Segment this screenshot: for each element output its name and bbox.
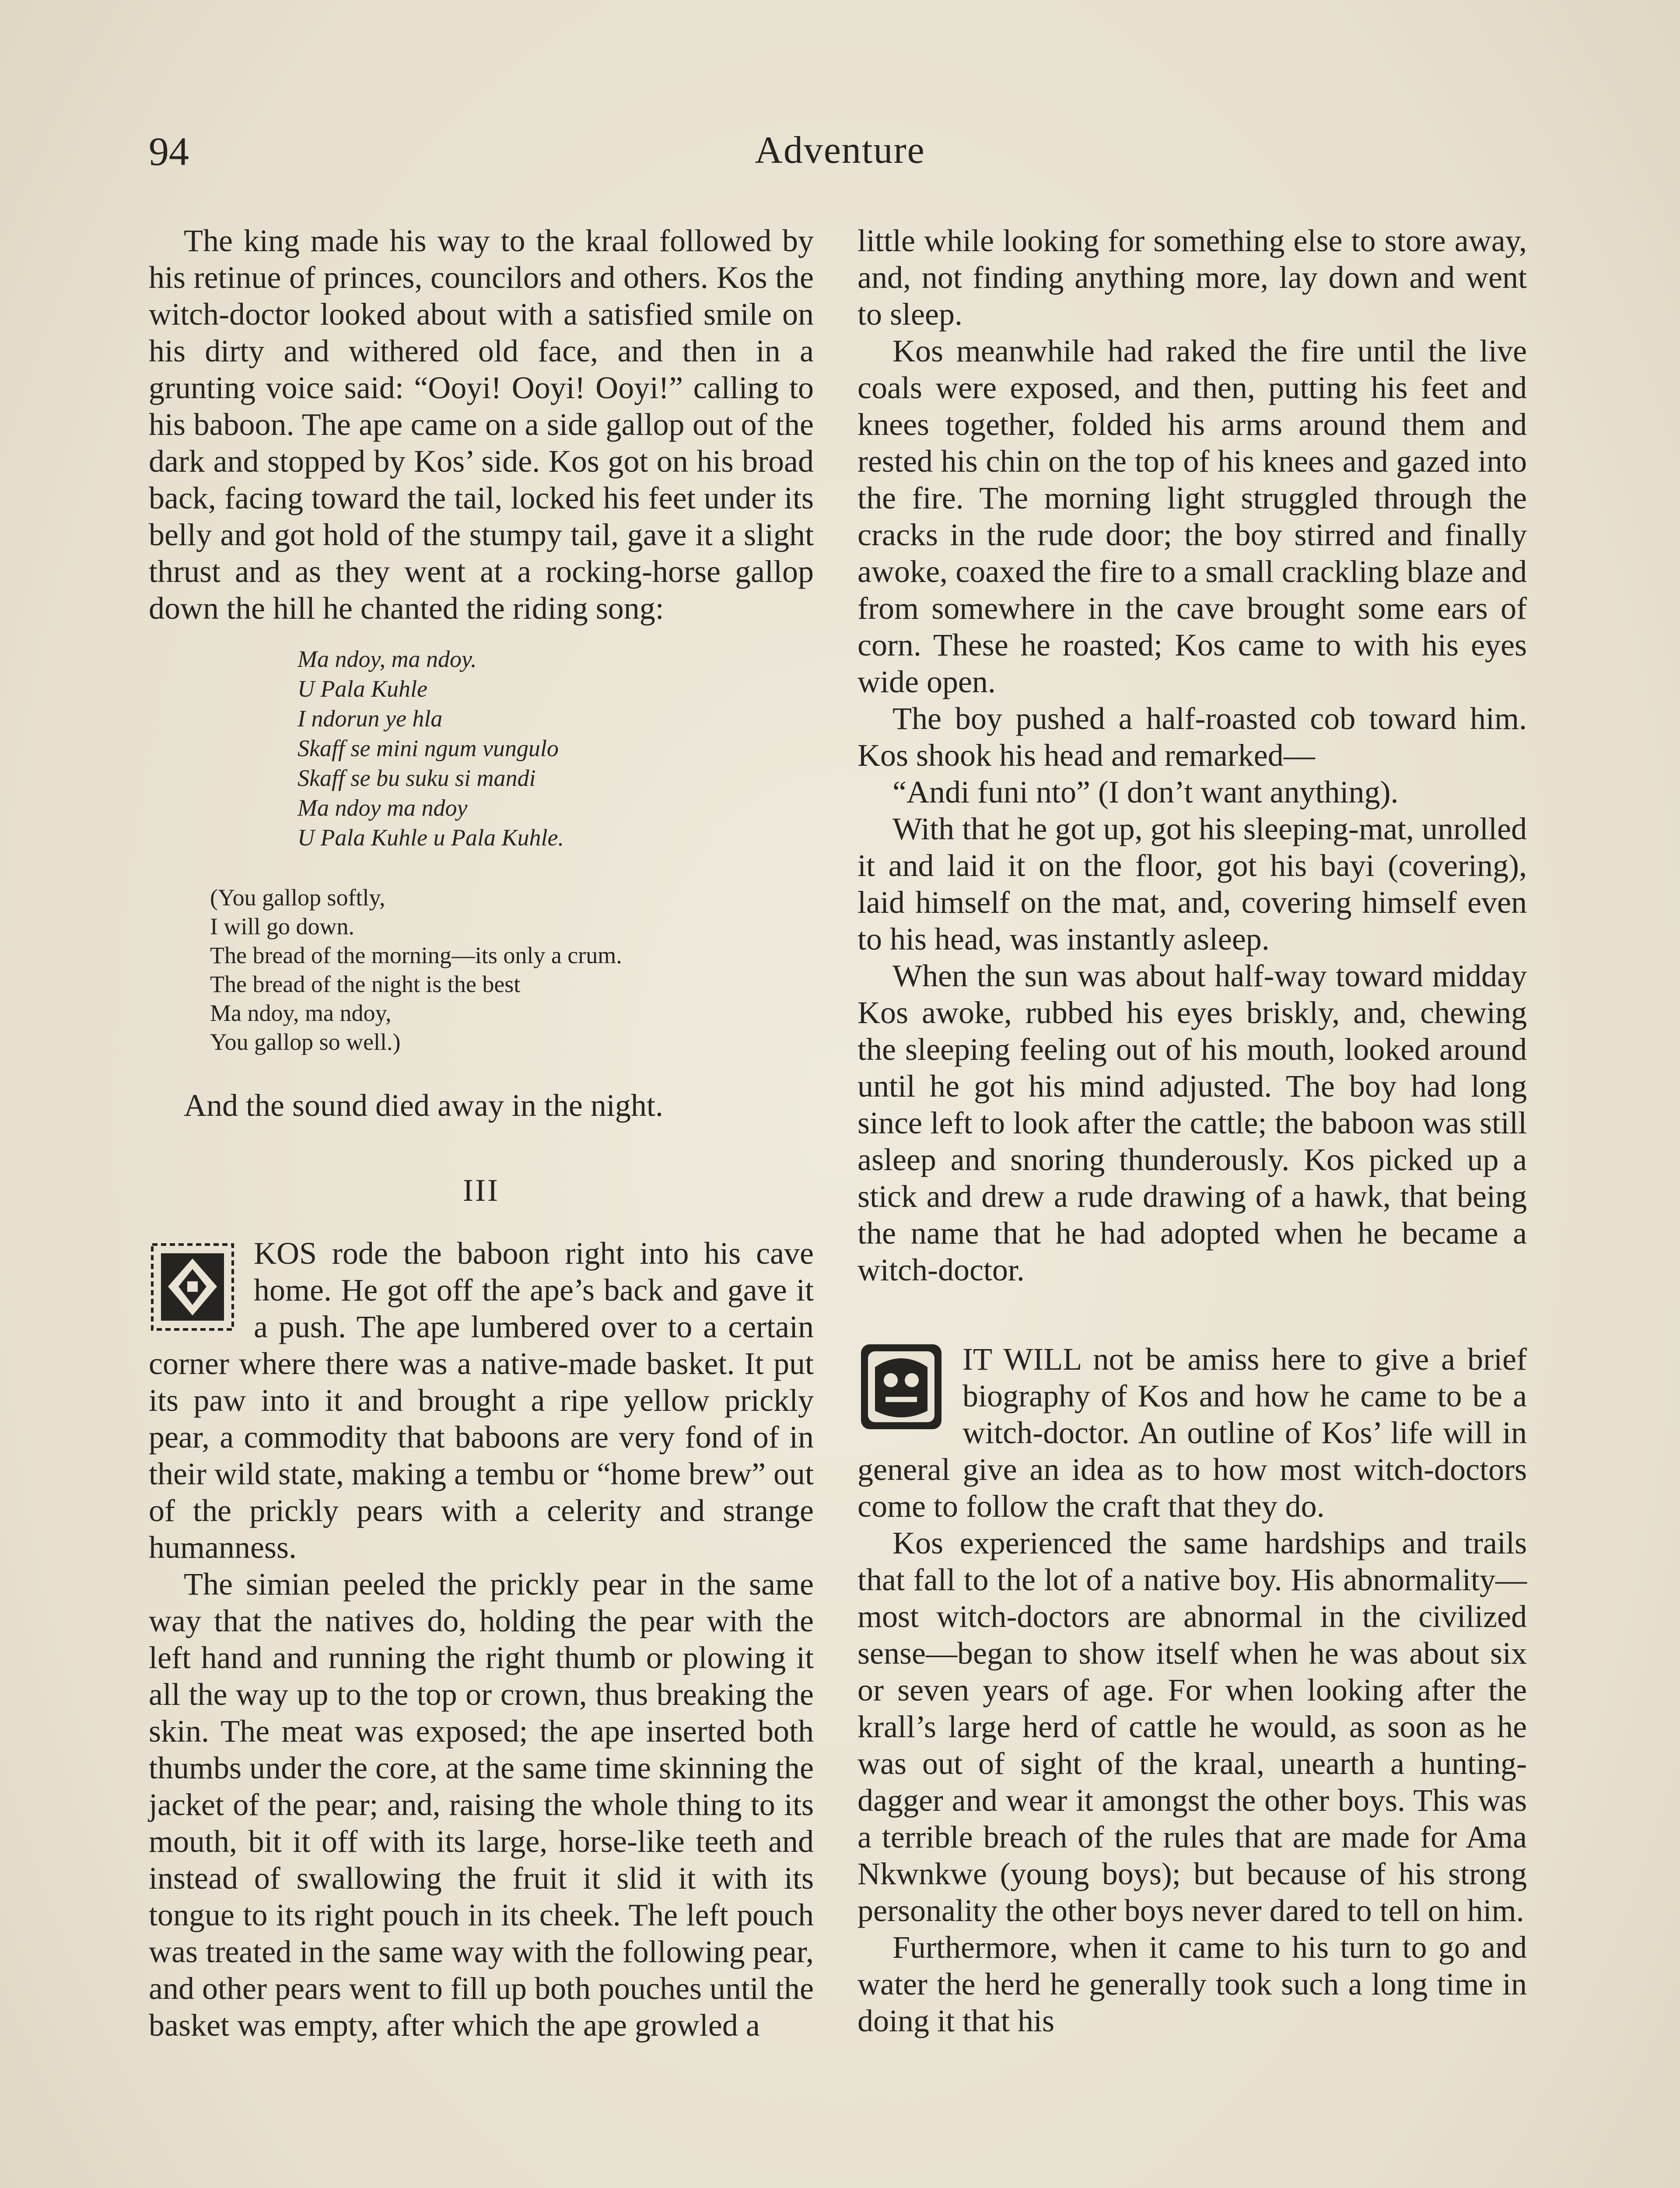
- ornament-initial-icon: [149, 1241, 236, 1333]
- paragraph: Furthermore, when it came to his turn to go and water the herd he generally took such a long time in doing it that his: [858, 1930, 1527, 2038]
- paragraph: The boy pushed a half-roasted cob toward him. Kos shook his head and remarked—: [858, 701, 1527, 773]
- paragraph: The simian peeled the prickly pear in the same way that the natives do, holding the pear with the left hand and running the right thumb or plowing it all the way up to the top or crown, thus breaking the skin. The meat was exposed; the ape inserted both thumbs under the core, at the same time skinning the jacket of the pear; and, raising the whole thing to its mouth, bit it off with its large, horse-like teeth and instead of swallowing the fruit it slid it with its tongue to its right pouch in its cheek. The left pouch was treated in the same way with the following pear, and other pears went to fill up both pouches until the basket was empty, after which the ape growled a: [149, 1567, 814, 2043]
- verse-line: U Pala Kuhle: [298, 676, 427, 702]
- paragraph: KOS rode the baboon right into his cave home. He got off the ape’s back and gave it a push. The ape lumbered over to a certain corner where there was a native-made basket. It put its paw into it and brought a ripe yellow prickly pear, a commodity that baboons are very fond of in their wild state, making a tembu or “home brew” out of the prickly pears with a celerity and strange humanness.: [149, 1236, 814, 1565]
- verse-line: Ma ndoy, ma ndoy.: [298, 646, 477, 672]
- paragraph: Kos meanwhile had raked the fire until the live coals were exposed, and then, putting his feet and knees together, folded his arms around them and rested his chin on the top of his knees and gazed into the fire. The morning light struggled through the cracks in the rude door; the boy stirred and finally awoke, coaxed the fire to a small crackling blaze and from somewhere in the cave brought some ears of corn. These he roasted; Kos came to with his eyes wide open.: [858, 333, 1527, 699]
- paragraph: With that he got up, got his sleeping-mat, unrolled it and laid it on the floor, got his bayi (covering), laid himself on the mat, and, covering himself even to his head, was instantly asleep.: [858, 811, 1527, 957]
- section-number: III: [463, 1173, 500, 1208]
- ornament-mask-icon: [858, 1341, 945, 1433]
- paragraph: When the sun was about half-way toward midday Kos awoke, rubbed his eyes briskly, and, chewing the sleeping feeling out of his mouth, looked around until he got his mind adjusted. The boy had long since left to look after the cattle; the baboon was still asleep and snoring thunderously. Kos picked up a stick and drew a rude drawing of a hawk, that being the name that he had adopted when he became a witch-doctor.: [858, 958, 1527, 1287]
- verse-line: Ma ndoy ma ndoy: [298, 795, 468, 821]
- riding-song-translation: [210, 883, 814, 1056]
- running-head: Adventure: [755, 129, 925, 172]
- verse-line: Skaff se bu suku si mandi: [298, 765, 536, 791]
- paragraph: And the sound died away in the night.: [184, 1088, 663, 1123]
- translation-line: (You gallop softly,: [210, 884, 385, 911]
- translation-line: I will go down.: [210, 913, 354, 940]
- left-column: [149, 222, 814, 2044]
- translation-line: Ma ndoy, ma ndoy,: [210, 1000, 392, 1026]
- paragraph: little while looking for something else to store away, and, not finding anything more, lay down and went to sleep.: [858, 223, 1527, 332]
- translation-line: You gallop so well.): [210, 1029, 401, 1055]
- page-number: 94: [149, 129, 189, 174]
- right-column: [858, 222, 1527, 2039]
- riding-song-verse: [298, 644, 814, 852]
- paragraph: The king made his way to the kraal followed by his retinue of princes, councilors and others. Kos the witch-doctor looked about with a satisfied smile on his dirty and withered old face, and then in a grunting voice said: “Ooyi! Ooyi! Ooyi!” calling to his baboon. The ape came on a side gallop out of the dark and stopped by Kos’ side. Kos got on his broad back, facing toward the tail, locked his feet under its belly and got hold of the stumpy tail, gave it a slight thrust and as they went at a rocking-horse gallop down the hill he chanted the riding song:: [149, 223, 814, 626]
- translation-line: The bread of the night is the best: [210, 971, 521, 997]
- translation-line: The bread of the morning—its only a crum.: [210, 942, 622, 968]
- quotation: “Andi funi nto” (I don’t want anything).: [892, 775, 1399, 810]
- verse-line: Skaff se mini ngum vungulo: [298, 735, 559, 761]
- paragraph: IT WILL not be amiss here to give a brief biography of Kos and how he came to be a witch-doctor. An outline of Kos’ life will in general give an idea as to how most witch-doctors come to follow the craft that they do.: [858, 1342, 1527, 1524]
- verse-line: U Pala Kuhle u Pala Kuhle.: [298, 824, 564, 851]
- verse-line: I ndorun ye hla: [298, 705, 443, 732]
- paragraph: Kos experienced the same hardships and trails that fall to the lot of a native boy. His abnormality—most witch-doctors are abnormal in the civilized sense—began to show itself when he was about six or seven years of age. For when looking after the krall’s large herd of cattle he would, as soon as he was out of sight of the kraal, unearth a hunting-dagger and wear it amongst the other boys. This was a terrible breach of the rules that are made for Ama Nkwnkwe (young boys); but because of his strong personality the other boys never dared to tell on him.: [858, 1525, 1527, 1928]
